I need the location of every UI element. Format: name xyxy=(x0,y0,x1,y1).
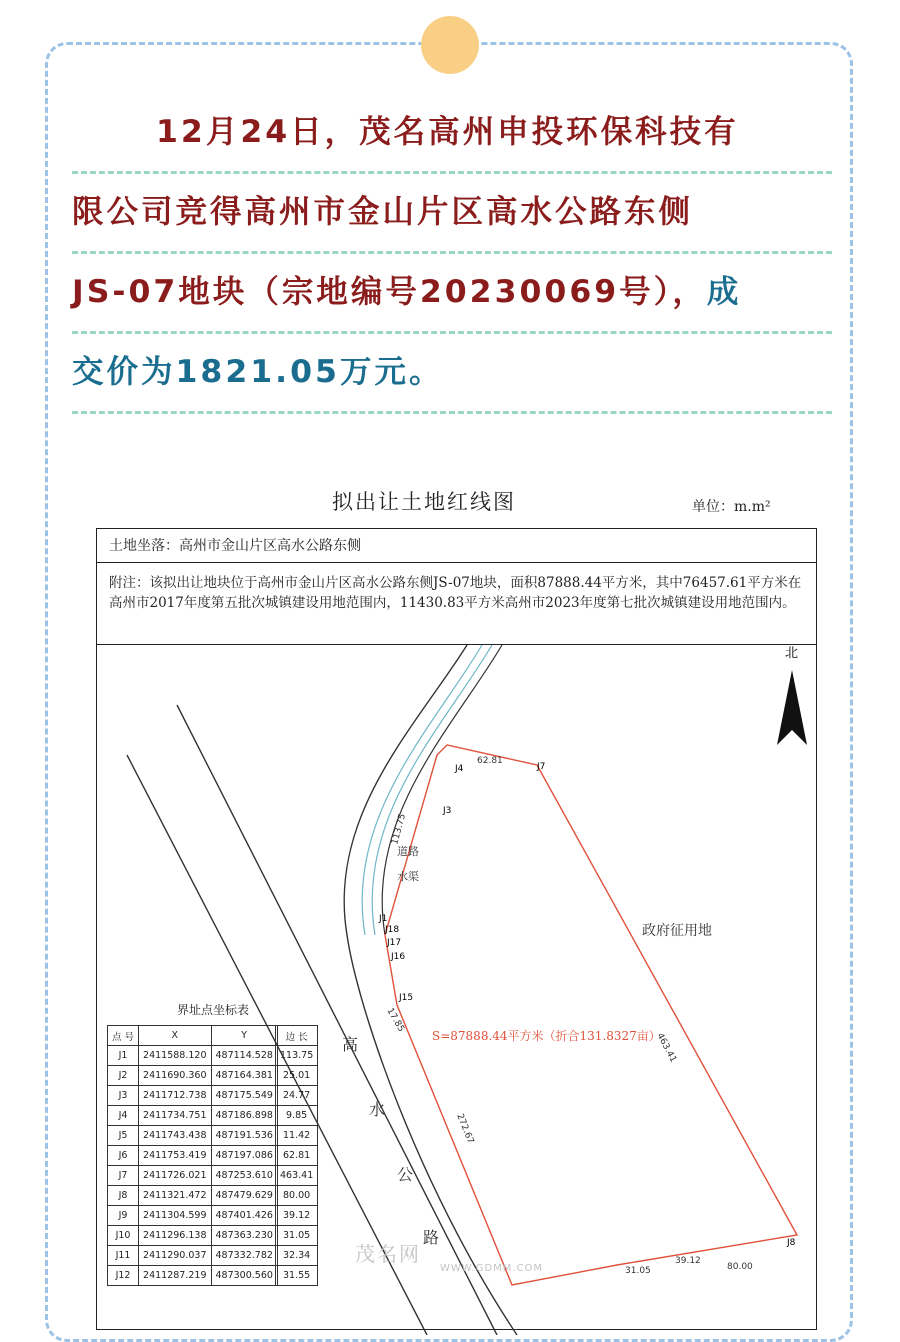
cell-side-length: 9.85 xyxy=(276,1106,318,1126)
cell-point: J2 xyxy=(108,1066,139,1086)
cell-y: 487191.536 xyxy=(211,1126,277,1146)
canal-label: 水渠 xyxy=(397,870,419,883)
cell-side-length: 39.12 xyxy=(276,1206,318,1226)
side-row xyxy=(276,1106,318,1126)
north-label: 北 xyxy=(785,646,799,661)
side-row xyxy=(276,1246,318,1266)
watermark-url: WWW.GDMM.COM xyxy=(440,1263,544,1274)
cell-y: 487300.560 xyxy=(211,1266,277,1286)
area-label: S=87888.44平方米（折合131.8327亩） xyxy=(432,1029,661,1043)
edge-80-00: 80.00 xyxy=(727,1262,753,1272)
land-location: 土地坐落：高州市金山片区高水公路东侧 xyxy=(97,529,816,563)
cell-x: 2411712.738 xyxy=(139,1086,211,1106)
cell-point: J11 xyxy=(108,1246,139,1266)
side-row xyxy=(276,1226,318,1246)
cell-side-length: 463.41 xyxy=(276,1166,318,1186)
table-row xyxy=(108,1146,278,1166)
road-name-1: 高 xyxy=(342,1035,359,1054)
cell-x: 2411753.419 xyxy=(139,1146,211,1166)
side-row xyxy=(276,1086,318,1106)
table-row xyxy=(108,1066,278,1086)
land-redline-map xyxy=(92,470,824,1290)
unit-label: 单位：m.m² xyxy=(692,499,771,515)
col-header-point: 点 号 xyxy=(108,1026,139,1046)
cell-point: J5 xyxy=(108,1126,139,1146)
side-row xyxy=(276,1126,318,1146)
cell-point: J8 xyxy=(108,1186,139,1206)
table-row xyxy=(108,1226,278,1246)
cell-x: 2411296.138 xyxy=(139,1226,211,1246)
north-arrow-icon xyxy=(777,670,807,745)
news-line-2: 限公司竞得高州市金山片区高水公路东侧 xyxy=(72,176,832,256)
edge-272-67: 272.67 xyxy=(454,1112,476,1146)
point-J16: J16 xyxy=(391,952,406,962)
coord-table-block xyxy=(107,1003,314,1286)
side-length-table xyxy=(275,1025,318,1286)
side-row xyxy=(276,1266,318,1286)
road-name-4: 路 xyxy=(423,1228,440,1247)
cell-y: 487197.086 xyxy=(211,1146,277,1166)
cell-side-length: 24.77 xyxy=(276,1086,318,1106)
cell-y: 487164.381 xyxy=(211,1066,277,1086)
cell-y: 487114.528 xyxy=(211,1046,277,1066)
cell-x: 2411743.438 xyxy=(139,1126,211,1146)
map-drawing xyxy=(97,645,816,1335)
cell-point: J12 xyxy=(108,1266,139,1286)
point-J17: J17 xyxy=(387,938,402,948)
cell-y: 487253.610 xyxy=(211,1166,277,1186)
edge-39-12: 39.12 xyxy=(675,1256,701,1266)
cell-y: 487175.549 xyxy=(211,1086,277,1106)
table-row xyxy=(108,1086,278,1106)
cell-y: 487186.898 xyxy=(211,1106,277,1126)
table-row xyxy=(108,1046,278,1066)
gov-land-label: 政府征用地 xyxy=(642,923,712,939)
cell-side-length: 11.42 xyxy=(276,1126,318,1146)
cell-point: J4 xyxy=(108,1106,139,1126)
table-row xyxy=(108,1246,278,1266)
coord-table xyxy=(107,1025,278,1286)
cell-x: 2411726.021 xyxy=(139,1166,211,1186)
side-row xyxy=(276,1146,318,1166)
side-row xyxy=(276,1046,318,1066)
cell-point: J3 xyxy=(108,1086,139,1106)
cell-point: J1 xyxy=(108,1046,139,1066)
land-note: 附注：该拟出让地块位于高州市金山片区高水公路东侧JS-07地块，面积87888.44平方米，其中76457.61平方米在高州市2017年度第五批次城镇建设用地范围内，11430.83平方米高州市2023年度第七批次城镇建设用地范围内。 xyxy=(97,563,816,645)
point-J18: J18 xyxy=(385,925,400,935)
cell-point: J9 xyxy=(108,1206,139,1226)
cell-y: 487332.782 xyxy=(211,1246,277,1266)
map-frame xyxy=(96,528,817,1330)
cell-x: 2411287.219 xyxy=(139,1266,211,1286)
road-label: 道路 xyxy=(397,845,419,858)
side-row xyxy=(276,1066,318,1086)
col-header-x: X xyxy=(139,1026,211,1046)
cell-x: 2411304.599 xyxy=(139,1206,211,1226)
cell-side-length: 32.34 xyxy=(276,1246,318,1266)
cell-x: 2411588.120 xyxy=(139,1046,211,1066)
news-text xyxy=(72,96,832,416)
point-J15: J15 xyxy=(399,993,414,1003)
watermark-logo: 茂名网 xyxy=(355,1242,421,1266)
cell-y: 487479.629 xyxy=(211,1186,277,1206)
point-J7: J7 xyxy=(537,762,546,772)
edge-62-81: 62.81 xyxy=(477,756,503,766)
cell-x: 2411734.751 xyxy=(139,1106,211,1126)
cell-point: J10 xyxy=(108,1226,139,1246)
cell-x: 2411290.037 xyxy=(139,1246,211,1266)
boundary-line xyxy=(385,745,797,1285)
cell-side-length: 31.05 xyxy=(276,1226,318,1246)
table-row xyxy=(108,1266,278,1286)
cell-point: J6 xyxy=(108,1146,139,1166)
news-line-1: 12月24日，茂名高州申投环保科技有 xyxy=(72,96,832,176)
cell-x: 2411690.360 xyxy=(139,1066,211,1086)
col-header-side: 边 长 xyxy=(276,1026,318,1046)
col-header-y: Y xyxy=(211,1026,277,1046)
side-row xyxy=(276,1206,318,1226)
news-line-3: JS-07地块（宗地编号20230069号），成 xyxy=(72,256,832,336)
road-name-3: 公 xyxy=(397,1165,414,1184)
cell-point: J7 xyxy=(108,1166,139,1186)
cell-side-length: 31.55 xyxy=(276,1266,318,1286)
point-J4: J4 xyxy=(455,764,464,774)
side-row xyxy=(276,1186,318,1206)
cell-side-length: 62.81 xyxy=(276,1146,318,1166)
table-row xyxy=(108,1206,278,1226)
point-J3: J3 xyxy=(443,806,452,816)
map-title: 拟出让土地红线图 xyxy=(332,490,516,514)
table-row xyxy=(108,1186,278,1206)
edge-113-75: 113.75 xyxy=(390,812,409,846)
road-name-2: 水 xyxy=(369,1100,386,1119)
cell-x: 2411321.472 xyxy=(139,1186,211,1206)
table-row xyxy=(108,1106,278,1126)
point-J8: J8 xyxy=(787,1238,796,1248)
cell-y: 487401.426 xyxy=(211,1206,277,1226)
table-row xyxy=(108,1126,278,1146)
news-line-4: 交价为1821.05万元。 xyxy=(72,336,832,416)
side-row xyxy=(276,1166,318,1186)
edge-31-05: 31.05 xyxy=(625,1266,651,1276)
decorative-dot xyxy=(421,16,479,74)
edge-463-41: 463.41 xyxy=(654,1031,678,1065)
edge-17-85: 17.85 xyxy=(384,1006,406,1034)
table-row xyxy=(108,1166,278,1186)
cell-side-length: 113.75 xyxy=(276,1046,318,1066)
point-J1: J1 xyxy=(379,914,388,924)
cell-y: 487363.230 xyxy=(211,1226,277,1246)
cell-side-length: 25.01 xyxy=(276,1066,318,1086)
cell-side-length: 80.00 xyxy=(276,1186,318,1206)
coord-table-caption: 界址点坐标表 xyxy=(177,1003,250,1017)
